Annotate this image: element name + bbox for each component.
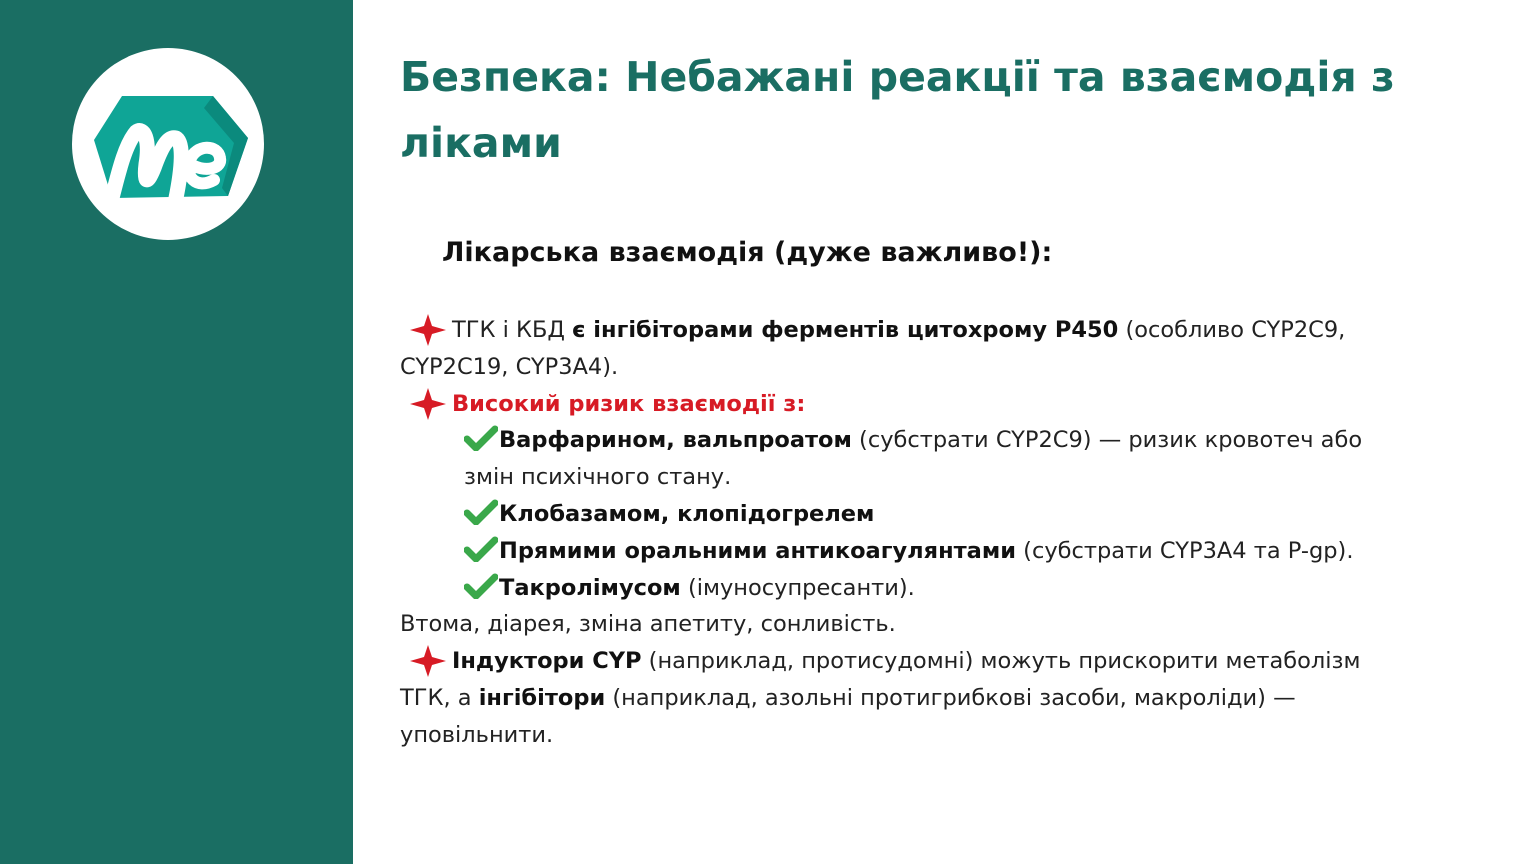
tacrolimus-note: (імуносупресанти). (680, 574, 915, 601)
sidebar-panel (0, 0, 353, 864)
interaction-item-clobazam (400, 496, 1390, 533)
tacrolimus-label: Такролімусом (499, 574, 681, 601)
section-subtitle: Лікарська взаємодія (дуже важливо!): (442, 237, 1053, 268)
paragraph-inhibitors (400, 312, 1390, 386)
four-point-star-icon (408, 643, 448, 679)
high-risk-heading: Високий ризик взаємодії з: (452, 390, 806, 417)
brand-logo (72, 48, 264, 240)
p1-text-start: ТГК і КБД (452, 317, 573, 343)
warfarin-label: Варфарином, вальпроатом (499, 427, 852, 454)
check-mark-icon (464, 499, 498, 525)
interaction-item-warfarin (400, 422, 1390, 496)
slide-title: Безпека: Небажані реакції та взаємодія з ліками (400, 53, 1395, 167)
slide-body (400, 312, 1390, 754)
check-mark-icon (464, 536, 498, 562)
four-point-star-icon (408, 386, 448, 422)
paragraph-high-risk (400, 386, 1390, 423)
logo-mark-icon (72, 48, 264, 240)
inducers-label: Індуктори CYP (452, 648, 642, 675)
check-mark-icon (464, 425, 498, 451)
inhibitors-label: інгібітори (478, 684, 606, 711)
p1-text-end: (особливо CYP2C9, CYP2C19, CYP3A4). (400, 317, 1346, 380)
clobazam-label: Клобазамом, клопідогрелем (499, 500, 875, 527)
interaction-item-anticoagulants (400, 533, 1390, 570)
p1-emphasis: є інгібіторами ферментів цитохрому Р450 (572, 317, 1119, 343)
check-mark-icon (464, 573, 498, 599)
paragraph-side-effects: Втома, діарея, зміна апетиту, сонливість. (400, 611, 896, 638)
anticoagulants-note: (субстрати CYP3A4 та P-gp). (1016, 537, 1354, 564)
inhibitors-text: (наприклад, азольні протигрибкові засоби, макроліди) — уповільнити. (400, 684, 1296, 748)
paragraph-inducers (400, 643, 1390, 753)
four-point-star-icon (408, 312, 448, 348)
interaction-item-tacrolimus (400, 570, 1390, 607)
warfarin-note: (субстрати CYP2C9) — ризик кровотеч або змін психічного стану. (464, 427, 1363, 491)
inducers-text: (наприклад, протисудомні) можуть прискорити метаболізм ТГК, а (400, 648, 1361, 711)
anticoagulants-label: Прямими оральними антикоагулянтами (499, 537, 1017, 564)
